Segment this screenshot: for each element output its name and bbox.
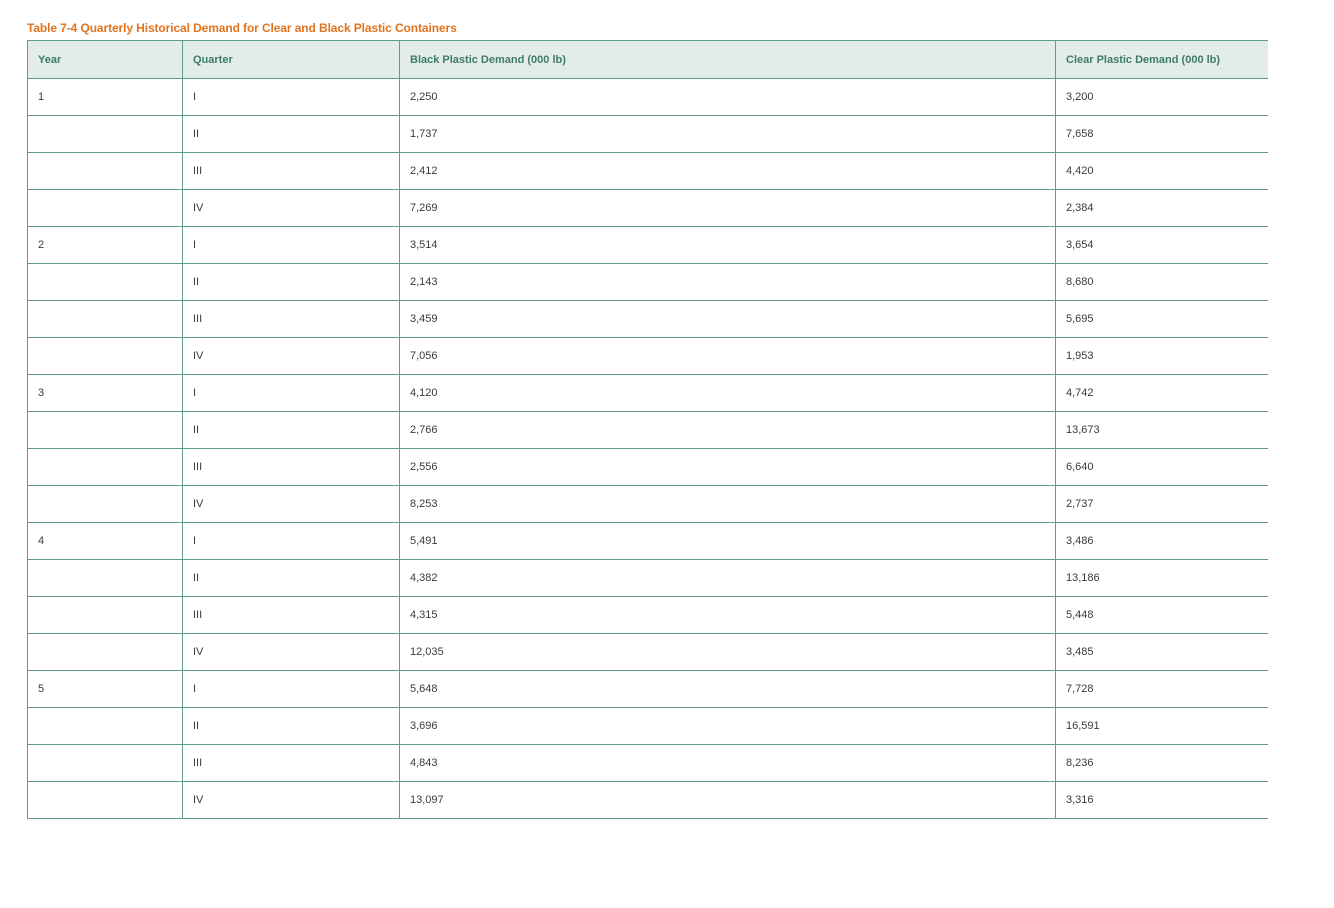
year-cell: [28, 264, 183, 301]
table-row: [28, 745, 1268, 782]
quarter-cell: IV: [183, 486, 400, 523]
quarter-cell: I: [183, 375, 400, 412]
quarter-cell: II: [183, 560, 400, 597]
black-demand-cell: 4,843: [400, 745, 1056, 782]
black-demand-cell: 2,556: [400, 449, 1056, 486]
clear-demand-cell: 5,448: [1056, 597, 1268, 634]
clear-demand-cell: 7,658: [1056, 116, 1268, 153]
black-demand-cell: 2,412: [400, 153, 1056, 190]
header-black-demand: Black Plastic Demand (000 lb): [400, 41, 1056, 79]
clear-demand-cell: 3,654: [1056, 227, 1268, 264]
table-row: [28, 782, 1268, 819]
year-cell: [28, 708, 183, 745]
table-row: [28, 227, 1268, 264]
clear-demand-cell: 2,384: [1056, 190, 1268, 227]
black-demand-cell: 3,459: [400, 301, 1056, 338]
quarter-cell: IV: [183, 782, 400, 819]
quarter-cell: I: [183, 671, 400, 708]
year-cell: [28, 338, 183, 375]
quarter-cell: II: [183, 412, 400, 449]
header-clear-demand: Clear Plastic Demand (000 lb): [1056, 41, 1268, 79]
table-row: [28, 708, 1268, 745]
black-demand-cell: 3,514: [400, 227, 1056, 264]
table-row: [28, 79, 1268, 116]
year-cell: [28, 782, 183, 819]
black-demand-cell: 4,120: [400, 375, 1056, 412]
table-row: [28, 153, 1268, 190]
clear-demand-cell: 4,742: [1056, 375, 1268, 412]
clear-demand-cell: 6,640: [1056, 449, 1268, 486]
quarter-cell: II: [183, 264, 400, 301]
quarter-cell: I: [183, 79, 400, 116]
quarter-cell: IV: [183, 338, 400, 375]
quarter-cell: I: [183, 523, 400, 560]
black-demand-cell: 5,491: [400, 523, 1056, 560]
table-row: [28, 301, 1268, 338]
year-cell: [28, 301, 183, 338]
black-demand-cell: 4,382: [400, 560, 1056, 597]
header-quarter: Quarter: [183, 41, 400, 79]
table-row: [28, 449, 1268, 486]
clear-demand-cell: 13,186: [1056, 560, 1268, 597]
clear-demand-cell: 13,673: [1056, 412, 1268, 449]
year-cell: [28, 745, 183, 782]
clear-demand-cell: 1,953: [1056, 338, 1268, 375]
table-row: [28, 486, 1268, 523]
table-row: [28, 523, 1268, 560]
year-cell: [28, 153, 183, 190]
clear-demand-cell: 8,236: [1056, 745, 1268, 782]
quarter-cell: III: [183, 301, 400, 338]
year-cell: 3: [28, 375, 183, 412]
black-demand-cell: 13,097: [400, 782, 1056, 819]
quarter-cell: IV: [183, 634, 400, 671]
quarter-cell: IV: [183, 190, 400, 227]
quarter-cell: III: [183, 153, 400, 190]
clear-demand-cell: 4,420: [1056, 153, 1268, 190]
quarter-cell: II: [183, 708, 400, 745]
demand-table: [27, 40, 1268, 819]
black-demand-cell: 7,056: [400, 338, 1056, 375]
year-cell: 5: [28, 671, 183, 708]
table-row: [28, 597, 1268, 634]
black-demand-cell: 2,143: [400, 264, 1056, 301]
clear-demand-cell: 3,485: [1056, 634, 1268, 671]
black-demand-cell: 2,766: [400, 412, 1056, 449]
clear-demand-cell: 3,200: [1056, 79, 1268, 116]
quarter-cell: I: [183, 227, 400, 264]
year-cell: [28, 116, 183, 153]
table-title: Table 7-4 Quarterly Historical Demand for Clear and Black Plastic Containers: [27, 21, 457, 35]
clear-demand-cell: 2,737: [1056, 486, 1268, 523]
table-row: [28, 116, 1268, 153]
quarter-cell: III: [183, 597, 400, 634]
black-demand-cell: 8,253: [400, 486, 1056, 523]
clear-demand-cell: 3,486: [1056, 523, 1268, 560]
clear-demand-cell: 16,591: [1056, 708, 1268, 745]
year-cell: [28, 597, 183, 634]
year-cell: [28, 634, 183, 671]
table-row: [28, 375, 1268, 412]
black-demand-cell: 12,035: [400, 634, 1056, 671]
year-cell: [28, 412, 183, 449]
clear-demand-cell: 7,728: [1056, 671, 1268, 708]
black-demand-cell: 3,696: [400, 708, 1056, 745]
quarter-cell: II: [183, 116, 400, 153]
black-demand-cell: 4,315: [400, 597, 1056, 634]
black-demand-cell: 1,737: [400, 116, 1056, 153]
year-cell: [28, 449, 183, 486]
clear-demand-cell: 8,680: [1056, 264, 1268, 301]
table-row: [28, 412, 1268, 449]
year-cell: [28, 486, 183, 523]
year-cell: 1: [28, 79, 183, 116]
header-year: Year: [28, 41, 183, 79]
table-row: [28, 634, 1268, 671]
clear-demand-cell: 3,316: [1056, 782, 1268, 819]
header-row: [28, 41, 1268, 79]
clear-demand-cell: 5,695: [1056, 301, 1268, 338]
year-cell: [28, 560, 183, 597]
table-row: [28, 190, 1268, 227]
quarter-cell: III: [183, 449, 400, 486]
black-demand-cell: 2,250: [400, 79, 1056, 116]
year-cell: 4: [28, 523, 183, 560]
quarter-cell: III: [183, 745, 400, 782]
table-row: [28, 338, 1268, 375]
black-demand-cell: 5,648: [400, 671, 1056, 708]
table-row: [28, 264, 1268, 301]
year-cell: 2: [28, 227, 183, 264]
black-demand-cell: 7,269: [400, 190, 1056, 227]
table-row: [28, 560, 1268, 597]
table-row: [28, 671, 1268, 708]
year-cell: [28, 190, 183, 227]
